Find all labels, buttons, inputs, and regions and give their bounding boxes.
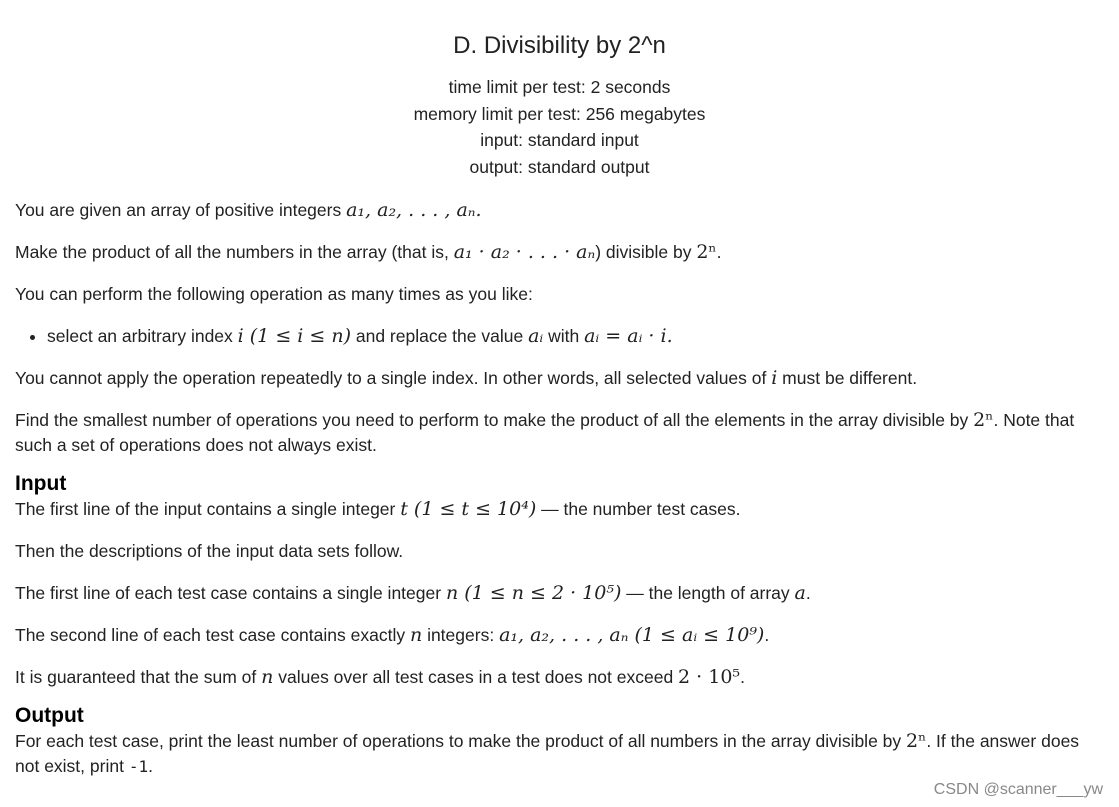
math-variable: n: [409, 624, 423, 646]
input-heading: Input: [15, 472, 67, 495]
list-item: • select an arbitrary index i (1 ≤ i ≤ n) and replace the value aᵢ with aᵢ = aᵢ · i.: [47, 324, 1104, 349]
math-expression: t (1 ≤ t ≤ 10⁴): [400, 498, 537, 520]
math-expression: a₁ · a₂ · . . . · aₙ: [453, 241, 596, 263]
math-variable: a: [794, 582, 806, 604]
operation-list: [15, 324, 1104, 349]
input-paragraph: The first line of each test case contains a single integer n (1 ≤ n ≤ 2 · 10⁵) — the length of array a.: [15, 582, 811, 604]
math-variable: n: [261, 666, 274, 688]
statement-paragraph: You are given an array of positive integers a₁, a₂, . . . , aₙ.: [15, 199, 482, 221]
output-heading: Output: [15, 704, 84, 727]
output-file: output: standard output: [469, 156, 650, 177]
input-paragraph: The second line of each test case contains exactly n integers: a₁, a₂, . . . , aₙ (1 ≤ aᵢ ≤ 10⁹).: [15, 624, 770, 646]
statement-paragraph: You cannot apply the operation repeatedly to a single index. In other words, all selected values of i must be different.: [15, 367, 918, 389]
math-expression: aᵢ = aᵢ · i.: [584, 325, 673, 347]
statement-paragraph: Make the product of all the numbers in the array (that is, a₁ · a₂ · . . . · aₙ) divisible by 2ⁿ.: [15, 241, 722, 263]
math-expression: 2ⁿ: [696, 241, 717, 263]
memory-limit: memory limit per test: 256 megabytes: [413, 103, 706, 124]
output-section: [15, 703, 1104, 779]
math-expression: i (1 ≤ i ≤ n): [237, 325, 351, 347]
problem-title: D. Divisibility by 2^n: [453, 32, 666, 59]
math-expression: a₁, a₂, . . . , aₙ.: [346, 199, 482, 221]
input-paragraph: It is guaranteed that the sum of n values over all test cases in a test does not exceed 2 · 10⁵.: [15, 666, 745, 688]
statement-paragraph: Find the smallest number of operations you need to perform to make the product of all the elements in the array divisible by 2ⁿ. Note that such a set of operations does not always exist.: [15, 409, 1075, 455]
problem-limits: [0, 74, 1119, 180]
problem-header: [0, 0, 1119, 180]
input-section: [15, 471, 1104, 690]
math-expression: 2 · 10⁵: [678, 666, 741, 688]
math-expression: aᵢ: [528, 325, 544, 347]
math-expression: 2ⁿ: [906, 730, 927, 752]
time-limit: time limit per test: 2 seconds: [448, 77, 671, 97]
input-file: input: standard input: [480, 130, 639, 150]
input-paragraph: The first line of the input contains a single integer t (1 ≤ t ≤ 10⁴) — the number test cases.: [15, 498, 741, 520]
input-paragraph: Then the descriptions of the input data sets follow.: [15, 541, 404, 561]
statement-paragraph: You can perform the following operation as many times as you like:: [15, 284, 533, 304]
watermark: CSDN @scanner___yw: [933, 781, 1103, 798]
output-paragraph: For each test case, print the least number of operations to make the product of all numbers in the array divisible by 2ⁿ. If the answer does not exist, print -1.: [15, 730, 1080, 776]
problem-statement: [0, 198, 1119, 779]
math-expression: i: [771, 367, 778, 389]
code-literal: -1: [128, 757, 149, 776]
math-expression: n (1 ≤ n ≤ 2 · 10⁵): [445, 582, 622, 604]
math-expression: 2ⁿ: [973, 409, 994, 431]
math-expression: a₁, a₂, . . . , aₙ (1 ≤ aᵢ ≤ 10⁹): [499, 624, 765, 646]
